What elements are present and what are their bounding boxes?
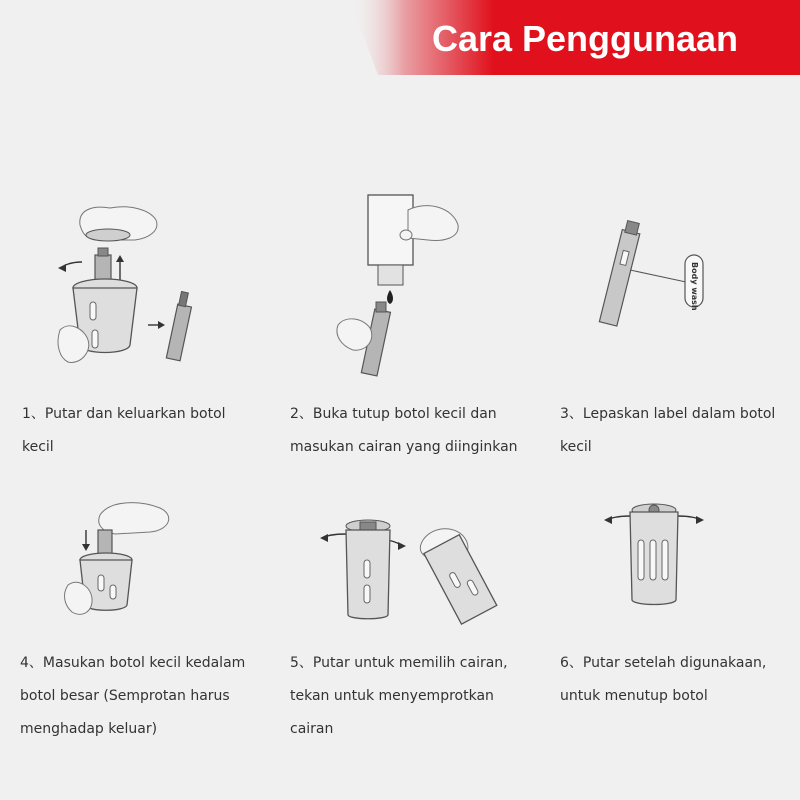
step-5-caption-line-1: 5、Putar untuk memilih cairan, [290,655,508,671]
step-1-caption-line-1: 1、Putar dan keluarkan botol [22,406,226,422]
step-4-caption-line-3: menghadap keluar) [20,721,158,737]
step-4-illustration [0,490,262,630]
step-3 [538,180,800,480]
step-1-caption-line-2: kecil [22,439,54,455]
step-6 [538,490,800,790]
step-2 [268,180,530,480]
step-4 [0,490,262,790]
step-2-caption-line-1: 2、Buka tutup botol kecil dan [290,406,497,422]
step-4-caption-line-2: botol besar (Semprotan harus [20,688,230,704]
step-5-caption-line-2: tekan untuk menyemprotkan [290,688,494,704]
header-banner [0,0,800,75]
page-title: Cara Penggunaan [431,18,739,59]
step-6-caption-line-2: untuk menutup botol [560,688,708,704]
step-6-illustration [538,490,800,630]
step-2-caption-line-2: masukan cairan yang diinginkan [290,439,518,455]
step-1 [0,180,262,480]
step-3-caption-line-1: 3、Lepaskan label dalam botol [560,406,776,422]
step-6-caption-line-1: 6、Putar setelah digunakaan, [560,655,767,671]
step-2-illustration [268,180,530,380]
step-5 [268,490,530,790]
step-1-illustration [0,180,262,380]
step-5-illustration [268,490,530,630]
step-4-caption-line-1: 4、Masukan botol kecil kedalam [20,655,246,671]
step-3-illustration [538,180,800,380]
body-wash-label-text: Body wash [690,262,699,311]
step-5-caption-line-3: cairan [290,721,334,737]
step-3-caption-line-2: kecil [560,439,592,455]
